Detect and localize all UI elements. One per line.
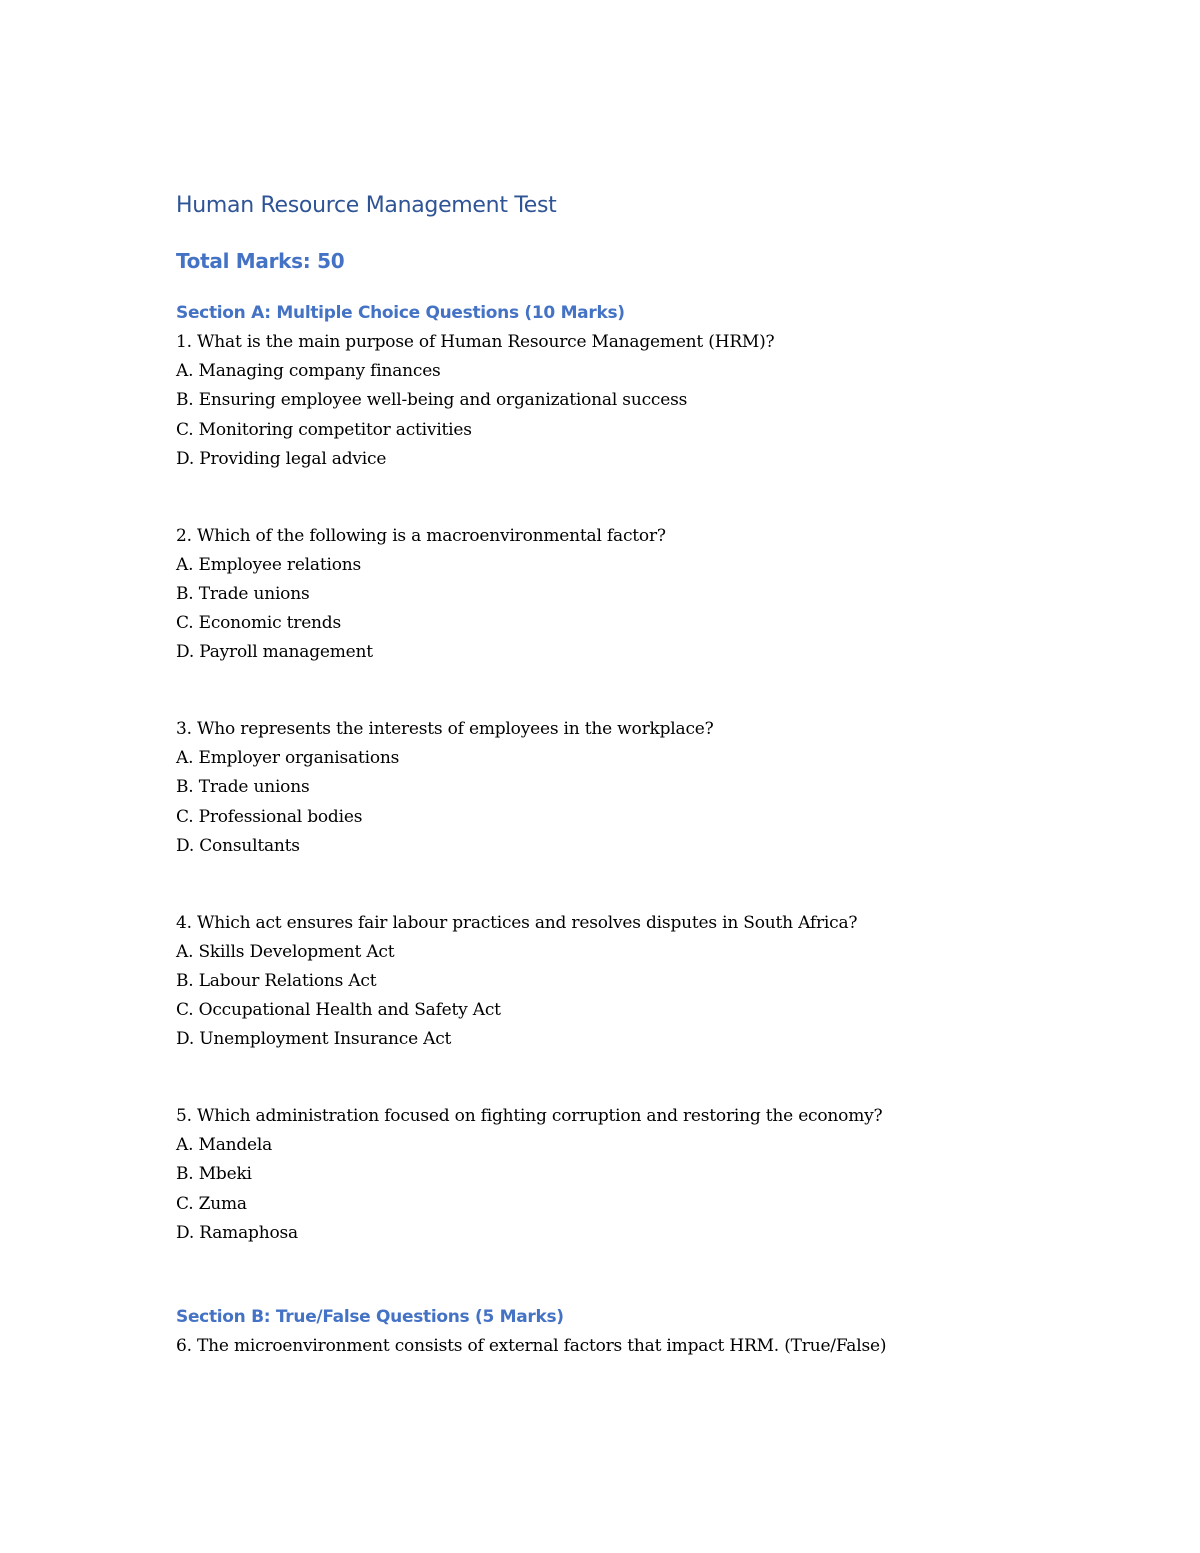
option-a: A. Skills Development Act [176, 941, 395, 962]
option-c: C. Occupational Health and Safety Act [176, 1000, 501, 1021]
document-content [176, 188, 1076, 1361]
question-text: 5. Which administration focused on fighting corruption and restoring the economy? [176, 1106, 883, 1127]
option-d: D. Ramaphosa [176, 1222, 298, 1243]
option-d: D. Providing legal advice [176, 448, 387, 469]
option-b: B. Ensuring employee well-being and organizational success [176, 390, 688, 411]
option-a: A. Managing company finances [176, 361, 441, 382]
section-a-heading: Section A: Multiple Choice Questions (10 Marks) [176, 303, 625, 323]
question-text: 4. Which act ensures fair labour practices and resolves disputes in South Africa? [176, 912, 858, 933]
option-c: C. Zuma [176, 1193, 247, 1214]
option-c: C. Professional bodies [176, 806, 363, 827]
total-marks: Total Marks: 50 [176, 249, 345, 273]
option-a: A. Employer organisations [176, 748, 400, 769]
option-d: D. Unemployment Insurance Act [176, 1029, 452, 1050]
question-4 [176, 909, 1076, 1055]
option-a: A. Mandela [176, 1135, 273, 1156]
question-1 [176, 328, 1076, 474]
option-b: B. Trade unions [176, 777, 310, 798]
option-c: C. Economic trends [176, 613, 342, 634]
question-text: 2. Which of the following is a macroenvironmental factor? [176, 525, 666, 546]
option-b: B. Labour Relations Act [176, 970, 377, 991]
question-6: 6. The microenvironment consists of external factors that impact HRM. (True/False) [176, 1336, 887, 1357]
option-d: D. Payroll management [176, 642, 373, 663]
question-5 [176, 1102, 1076, 1248]
option-a: A. Employee relations [176, 554, 362, 575]
question-text: 1. What is the main purpose of Human Resource Management (HRM)? [176, 332, 775, 352]
question-text: 3. Who represents the interests of employees in the workplace? [176, 719, 714, 740]
question-2 [176, 522, 1076, 668]
question-3 [176, 715, 1076, 861]
option-b: B. Mbeki [176, 1164, 252, 1185]
option-c: C. Monitoring competitor activities [176, 419, 472, 440]
option-d: D. Consultants [176, 835, 300, 856]
section-b-heading: Section B: True/False Questions (5 Marks) [176, 1307, 564, 1328]
document-title: Human Resource Management Test [176, 193, 557, 218]
option-b: B. Trade unions [176, 583, 310, 604]
